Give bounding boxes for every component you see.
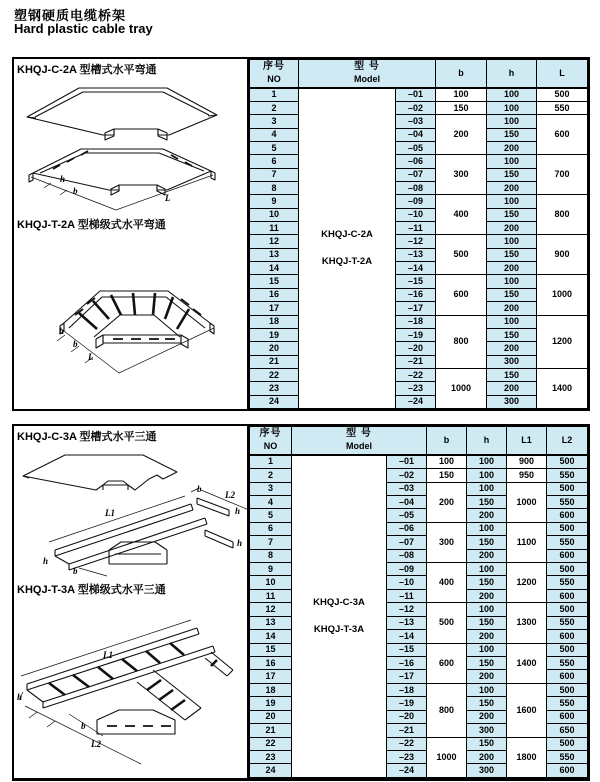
spec-cell: 800 bbox=[537, 195, 588, 235]
spec-cell: 600 bbox=[537, 115, 588, 155]
spec-cell: 14 bbox=[250, 630, 292, 643]
spec-cell: 550 bbox=[547, 657, 588, 670]
spec-cell: 550 bbox=[537, 102, 588, 115]
spec-cell: 200 bbox=[487, 222, 537, 235]
spec-cell: –18 bbox=[396, 315, 436, 328]
dim-b: b bbox=[73, 566, 78, 576]
spec-cell: 6 bbox=[250, 155, 299, 168]
header-model: 型 号 Model bbox=[299, 60, 436, 88]
spec-cell: –19 bbox=[387, 697, 427, 710]
header-L2: L2 bbox=[547, 427, 588, 455]
spec-cell: 18 bbox=[250, 315, 299, 328]
spec-cell: 500 bbox=[547, 683, 588, 696]
trough-elbow-drawing bbox=[15, 77, 251, 143]
spec-cell: 1100 bbox=[507, 522, 547, 562]
spec-cell: 5 bbox=[250, 509, 292, 522]
header-model: 型 号 Model bbox=[292, 427, 427, 455]
tee-drawing-box bbox=[14, 426, 249, 778]
ladder-elbow-drawing bbox=[15, 231, 251, 403]
spec-cell: 23 bbox=[250, 382, 299, 395]
page-title: 塑钢硬质电缆桥架 bbox=[14, 8, 127, 23]
drawing-label-khqj-c-2a: KHQJ-C-2A 型槽式水平弯通 bbox=[17, 64, 157, 76]
ladder-tee-drawing bbox=[15, 598, 251, 776]
drawing-label-khqj-t-2a: KHQJ-T-2A 型梯级式水平弯通 bbox=[17, 219, 166, 231]
spec-cell: 200 bbox=[487, 142, 537, 155]
spec-cell: 600 bbox=[547, 710, 588, 723]
spec-cell: –14 bbox=[387, 630, 427, 643]
spec-cell: 150 bbox=[467, 536, 507, 549]
spec-cell: 10 bbox=[250, 576, 292, 589]
spec-cell: –19 bbox=[396, 328, 436, 341]
page-subtitle: Hard plastic cable tray bbox=[14, 21, 153, 36]
spec-cell: –09 bbox=[396, 195, 436, 208]
drawing-label-khqj-c-3a: KHQJ-C-3A 型槽式水平三通 bbox=[17, 431, 157, 443]
spec-cell: 500 bbox=[547, 603, 588, 616]
spec-cell: 300 bbox=[487, 395, 537, 408]
spec-cell: 200 bbox=[427, 482, 467, 522]
spec-cell: 100 bbox=[467, 643, 507, 656]
spec-cell: –13 bbox=[387, 616, 427, 629]
drawing-label-khqj-t-3a: KHQJ-T-3A 型梯级式水平三通 bbox=[17, 584, 166, 596]
spec-cell: 500 bbox=[436, 235, 487, 275]
spec-cell: –06 bbox=[396, 155, 436, 168]
spec-cell: –15 bbox=[387, 643, 427, 656]
spec-cell: –11 bbox=[387, 589, 427, 602]
spec-cell: 200 bbox=[487, 342, 537, 355]
spec-cell: –02 bbox=[387, 469, 427, 482]
header-b: b bbox=[427, 427, 467, 455]
spec-cell: 19 bbox=[250, 328, 299, 341]
spec-cell: 11 bbox=[250, 589, 292, 602]
spec-cell: 100 bbox=[487, 155, 537, 168]
spec-cell: –20 bbox=[387, 710, 427, 723]
spec-cell: –04 bbox=[396, 128, 436, 141]
spec-cell: –10 bbox=[387, 576, 427, 589]
spec-cell: 1000 bbox=[436, 368, 487, 408]
spec-cell: 500 bbox=[547, 482, 588, 495]
spec-cell: 100 bbox=[467, 563, 507, 576]
spec-table-3a bbox=[249, 426, 588, 778]
spec-cell: 600 bbox=[547, 549, 588, 562]
spec-cell: 100 bbox=[436, 88, 487, 102]
tee-section-panel bbox=[12, 424, 590, 781]
dim-L1: L1 bbox=[103, 650, 113, 660]
spec-cell: 10 bbox=[250, 208, 299, 221]
spec-cell: 8 bbox=[250, 549, 292, 562]
spec-cell: 200 bbox=[487, 382, 537, 395]
spec-row bbox=[250, 88, 588, 102]
spec-cell: 200 bbox=[467, 670, 507, 683]
spec-cell: 200 bbox=[467, 549, 507, 562]
model-name: KHQJ-T-3A bbox=[313, 623, 365, 635]
spec-cell: 24 bbox=[250, 764, 292, 778]
spec-cell: 18 bbox=[250, 683, 292, 696]
spec-cell: –21 bbox=[396, 355, 436, 368]
spec-cell: 23 bbox=[250, 750, 292, 763]
dim-h: h bbox=[237, 538, 243, 548]
spec-cell: 100 bbox=[427, 455, 467, 469]
spec-cell: 6 bbox=[250, 522, 292, 535]
spec-cell: –13 bbox=[396, 248, 436, 261]
spec-table-3a-body bbox=[250, 455, 588, 778]
spec-cell: 200 bbox=[467, 589, 507, 602]
spec-row bbox=[250, 455, 588, 469]
spec-cell: 600 bbox=[547, 764, 588, 778]
header-h: h bbox=[467, 427, 507, 455]
spec-cell: 500 bbox=[547, 643, 588, 656]
spec-cell: 900 bbox=[507, 455, 547, 469]
spec-cell: 1000 bbox=[507, 482, 547, 522]
header-L: L bbox=[537, 60, 588, 88]
spec-cell: 19 bbox=[250, 697, 292, 710]
spec-cell: 100 bbox=[467, 482, 507, 495]
spec-cell: 8 bbox=[250, 182, 299, 195]
spec-cell: –07 bbox=[387, 536, 427, 549]
spec-cell: –04 bbox=[387, 495, 427, 508]
spec-cell: –01 bbox=[396, 88, 436, 102]
spec-cell: 22 bbox=[250, 368, 299, 381]
model-name: KHQJ-C-3A bbox=[313, 597, 365, 609]
spec-cell: 400 bbox=[436, 195, 487, 235]
spec-cell: –23 bbox=[387, 750, 427, 763]
spec-cell: 500 bbox=[547, 737, 588, 750]
spec-cell: 100 bbox=[487, 115, 537, 128]
spec-cell: –16 bbox=[387, 657, 427, 670]
spec-cell: 1300 bbox=[507, 603, 547, 643]
trough-tee-drawing bbox=[15, 446, 251, 578]
spec-cell: 600 bbox=[436, 275, 487, 315]
spec-cell: 21 bbox=[250, 355, 299, 368]
spec-cell: 150 bbox=[467, 697, 507, 710]
spec-cell: –18 bbox=[387, 683, 427, 696]
spec-cell: 5 bbox=[250, 142, 299, 155]
spec-cell: –21 bbox=[387, 724, 427, 737]
spec-cell: 300 bbox=[467, 764, 507, 778]
spec-cell: 600 bbox=[547, 589, 588, 602]
spec-cell: –23 bbox=[396, 382, 436, 395]
spec-cell: 150 bbox=[487, 208, 537, 221]
spec-cell: 100 bbox=[487, 102, 537, 115]
spec-cell: 7 bbox=[250, 536, 292, 549]
spec-cell: 1 bbox=[250, 88, 299, 102]
spec-cell: 3 bbox=[250, 482, 292, 495]
spec-cell: 500 bbox=[547, 455, 588, 469]
spec-cell: 100 bbox=[467, 603, 507, 616]
drawing-lines bbox=[23, 455, 233, 570]
spec-cell: –12 bbox=[396, 235, 436, 248]
spec-cell: 1800 bbox=[507, 737, 547, 777]
spec-cell: 100 bbox=[487, 235, 537, 248]
spec-cell: 1000 bbox=[537, 275, 588, 315]
spec-cell: 500 bbox=[537, 88, 588, 102]
spec-cell: –08 bbox=[387, 549, 427, 562]
spec-cell: 13 bbox=[250, 248, 299, 261]
dim-h: h bbox=[43, 556, 49, 566]
spec-cell: 1400 bbox=[507, 643, 547, 683]
header-row bbox=[250, 60, 588, 88]
spec-cell: 17 bbox=[250, 670, 292, 683]
model-name: KHQJ-C-2A bbox=[321, 229, 373, 241]
spec-cell: 100 bbox=[467, 683, 507, 696]
dim-L: L bbox=[165, 193, 171, 203]
model-cell bbox=[299, 88, 396, 409]
spec-cell: 100 bbox=[487, 88, 537, 102]
spec-cell: 7 bbox=[250, 168, 299, 181]
drawing-lines bbox=[29, 149, 215, 195]
spec-cell: –08 bbox=[396, 182, 436, 195]
elbow-section-panel bbox=[12, 57, 590, 411]
spec-cell: –02 bbox=[396, 102, 436, 115]
spec-cell: 200 bbox=[467, 630, 507, 643]
spec-cell: 550 bbox=[547, 495, 588, 508]
spec-cell: 550 bbox=[547, 536, 588, 549]
spec-cell: 9 bbox=[250, 563, 292, 576]
spec-cell: 20 bbox=[250, 710, 292, 723]
dim-b: b bbox=[73, 339, 78, 349]
spec-cell: 1400 bbox=[537, 368, 588, 408]
spec-cell: 900 bbox=[537, 235, 588, 275]
dimension-lines bbox=[49, 488, 249, 576]
spec-cell: 17 bbox=[250, 302, 299, 315]
spec-cell: 150 bbox=[487, 128, 537, 141]
ladder-rungs bbox=[79, 293, 189, 329]
spec-cell: 1 bbox=[250, 455, 292, 469]
spec-cell: 200 bbox=[487, 262, 537, 275]
spec-cell: –16 bbox=[396, 288, 436, 301]
spec-cell: 24 bbox=[250, 395, 299, 408]
spec-cell: 150 bbox=[467, 657, 507, 670]
spec-cell: –11 bbox=[396, 222, 436, 235]
spec-cell: –17 bbox=[387, 670, 427, 683]
spec-cell: 1200 bbox=[507, 563, 547, 603]
elbow-spec-table-box bbox=[249, 59, 588, 409]
header-row bbox=[250, 427, 588, 455]
spec-cell: 150 bbox=[487, 368, 537, 381]
spec-cell: –07 bbox=[396, 168, 436, 181]
spec-cell: 150 bbox=[467, 737, 507, 750]
spec-cell: 150 bbox=[487, 328, 537, 341]
spec-cell: –06 bbox=[387, 522, 427, 535]
spec-cell: 150 bbox=[467, 576, 507, 589]
drawing-lines bbox=[27, 88, 217, 140]
spec-cell: –03 bbox=[387, 482, 427, 495]
spec-cell: –22 bbox=[396, 368, 436, 381]
spec-cell: 200 bbox=[467, 750, 507, 763]
spec-cell: 1600 bbox=[507, 683, 547, 737]
spec-cell: –24 bbox=[387, 764, 427, 778]
elbow-drawing-box bbox=[14, 59, 249, 409]
spec-cell: –15 bbox=[396, 275, 436, 288]
dim-b: b bbox=[81, 721, 86, 731]
spec-cell: 3 bbox=[250, 115, 299, 128]
dim-h: h bbox=[17, 692, 23, 702]
spec-cell: 100 bbox=[487, 275, 537, 288]
dimension-lines bbox=[31, 175, 213, 210]
spec-cell: 550 bbox=[547, 469, 588, 482]
spec-cell: 1200 bbox=[537, 315, 588, 368]
spec-cell: 20 bbox=[250, 342, 299, 355]
spec-cell: 400 bbox=[427, 563, 467, 603]
model-cell bbox=[292, 455, 387, 778]
spec-cell: 150 bbox=[436, 102, 487, 115]
spec-cell: 9 bbox=[250, 195, 299, 208]
dim-L: L bbox=[88, 352, 94, 362]
perforation-slots bbox=[53, 151, 192, 169]
header-h: h bbox=[487, 60, 537, 88]
header-L1: L1 bbox=[507, 427, 547, 455]
spec-cell: –05 bbox=[387, 509, 427, 522]
dim-L2: L2 bbox=[225, 490, 235, 500]
spec-cell: –12 bbox=[387, 603, 427, 616]
spec-cell: 150 bbox=[427, 469, 467, 482]
spec-cell: 2 bbox=[250, 102, 299, 115]
spec-cell: 600 bbox=[547, 670, 588, 683]
dim-h: h bbox=[235, 506, 241, 516]
header-b: b bbox=[436, 60, 487, 88]
spec-cell: 150 bbox=[487, 168, 537, 181]
spec-cell: 500 bbox=[427, 603, 467, 643]
spec-cell: 22 bbox=[250, 737, 292, 750]
spec-cell: 100 bbox=[467, 455, 507, 469]
spec-cell: 300 bbox=[427, 522, 467, 562]
spec-cell: 600 bbox=[547, 630, 588, 643]
spec-cell: 500 bbox=[547, 522, 588, 535]
spec-cell: –09 bbox=[387, 563, 427, 576]
spec-cell: 100 bbox=[487, 315, 537, 328]
spec-cell: 14 bbox=[250, 262, 299, 275]
spec-cell: 12 bbox=[250, 603, 292, 616]
spec-cell: 2 bbox=[250, 469, 292, 482]
spec-cell: –17 bbox=[396, 302, 436, 315]
drawing-lines bbox=[27, 628, 233, 734]
trough-elbow-dimension-drawing bbox=[15, 143, 251, 213]
spec-cell: 100 bbox=[467, 522, 507, 535]
tee-spec-table-box bbox=[249, 426, 588, 778]
dim-L1: L1 bbox=[105, 508, 115, 518]
spec-cell: 500 bbox=[547, 563, 588, 576]
spec-cell: 11 bbox=[250, 222, 299, 235]
spec-cell: 4 bbox=[250, 128, 299, 141]
spec-cell: –03 bbox=[396, 115, 436, 128]
spec-cell: 300 bbox=[436, 155, 487, 195]
spec-cell: 200 bbox=[467, 710, 507, 723]
spec-cell: 4 bbox=[250, 495, 292, 508]
dimension-lines bbox=[19, 620, 191, 764]
header-no: 序号 NO bbox=[250, 60, 299, 88]
dim-L2: L2 bbox=[91, 739, 101, 749]
spec-cell: –24 bbox=[396, 395, 436, 408]
spec-cell: 16 bbox=[250, 657, 292, 670]
spec-cell: 800 bbox=[436, 315, 487, 368]
spec-table-2a bbox=[249, 59, 588, 409]
model-name: KHQJ-T-2A bbox=[321, 255, 373, 267]
spec-cell: –20 bbox=[396, 342, 436, 355]
spec-cell: 300 bbox=[467, 724, 507, 737]
dim-b: b bbox=[73, 186, 78, 196]
spec-cell: 600 bbox=[547, 509, 588, 522]
spec-cell: 200 bbox=[436, 115, 487, 155]
spec-cell: –01 bbox=[387, 455, 427, 469]
dim-h: h bbox=[60, 174, 66, 184]
spec-cell: 12 bbox=[250, 235, 299, 248]
spec-cell: 100 bbox=[487, 195, 537, 208]
spec-cell: 550 bbox=[547, 576, 588, 589]
spec-cell: 13 bbox=[250, 616, 292, 629]
spec-cell: 16 bbox=[250, 288, 299, 301]
spec-cell: 700 bbox=[537, 155, 588, 195]
spec-cell: 15 bbox=[250, 275, 299, 288]
spec-cell: 100 bbox=[467, 469, 507, 482]
spec-cell: 200 bbox=[487, 182, 537, 195]
header-no: 序号 NO bbox=[250, 427, 292, 455]
spec-cell: –22 bbox=[387, 737, 427, 750]
spec-cell: –10 bbox=[396, 208, 436, 221]
dim-b: b bbox=[197, 484, 202, 494]
spec-cell: 1000 bbox=[427, 737, 467, 777]
spec-cell: 150 bbox=[467, 616, 507, 629]
spec-cell: 300 bbox=[487, 355, 537, 368]
spec-cell: 550 bbox=[547, 697, 588, 710]
spec-cell: 150 bbox=[487, 288, 537, 301]
spec-table-2a-body bbox=[250, 88, 588, 409]
spec-cell: 800 bbox=[427, 683, 467, 737]
spec-cell: –05 bbox=[396, 142, 436, 155]
spec-cell: 950 bbox=[507, 469, 547, 482]
spec-cell: 550 bbox=[547, 616, 588, 629]
spec-cell: 150 bbox=[467, 495, 507, 508]
spec-cell: 550 bbox=[547, 750, 588, 763]
spec-cell: 600 bbox=[427, 643, 467, 683]
spec-cell: –14 bbox=[396, 262, 436, 275]
spec-cell: 200 bbox=[467, 509, 507, 522]
spec-cell: 150 bbox=[487, 248, 537, 261]
spec-cell: 200 bbox=[487, 302, 537, 315]
spec-cell: 21 bbox=[250, 724, 292, 737]
spec-cell: 15 bbox=[250, 643, 292, 656]
spec-cell: 650 bbox=[547, 724, 588, 737]
dim-h: h bbox=[59, 326, 65, 336]
